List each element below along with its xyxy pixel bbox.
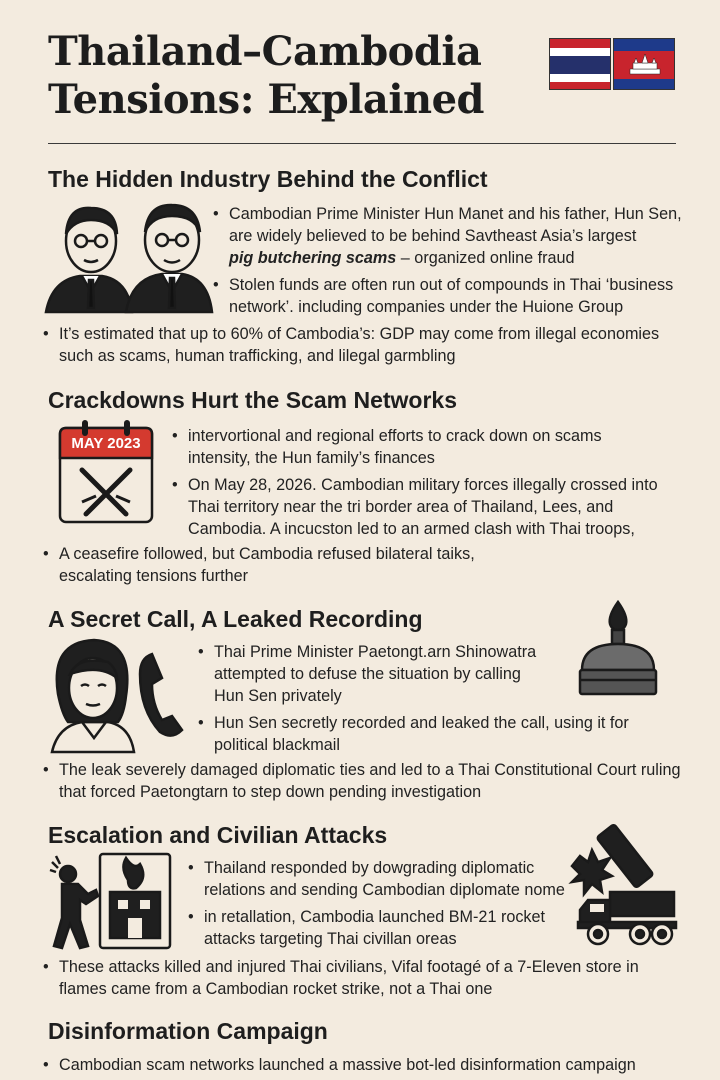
page-title [48,28,548,124]
rocket-launcher-truck-icon [566,822,678,948]
thailand-flag [549,38,611,90]
bullet-bot-campaign: • Cambodian scam networks launched a massive bot-led disinformation campaign [43,1056,636,1074]
bullet-civilian-casualties: • These attacks killed and injured Thai civilians, Vifal footagé of a 7-Eleven store in flames came from a Cambodian rocket strike, not a Thai one [43,958,639,998]
two-leaders-portrait-icon [44,196,214,312]
bullet-hun-manet: • Cambodian Prime Minister Hun Manet and his father, Hun Sen, are widely believed to be behind Savtheast Asia’s largest pig butchering scams – organized online fraud [213,205,682,267]
bullet-gdp-estimate: • It’s estimated that up to 60% of Cambodia’s: GDP may come from illegal economies such as scams, human trafficking, and lilegal garmbling [43,325,660,365]
bullet-may-28-incursion: • On May 28, 2026. Cambodian military forces illegally crossed into Thai territory near the tri border area of Thailand, Lees, and Cambodia. A incucston led to an armed clash with Thai troops, [172,476,658,538]
bullet-crackdown-efforts: • intervortional and regional efforts to crack down on scams intensity, the Hun family’s finances [172,427,602,467]
woman-phone-call-icon [48,634,188,752]
bullet-court-ruling: • The leak severely damaged diplomatic ties and led to a Thai Constitutional Court ruling that forced Paetongtarn to step down pending investigation [43,761,681,801]
bullet-ceasefire: • A ceasefire followed, but Cambodia refused bilateral taiks, escalating tensions further [43,545,475,585]
bullet-paetongtarn-call: • Thai Prime Minister Paetongt.arn Shinowatra attempted to defuse the situation by calling Hun Sen privately [198,643,537,705]
section-heading-hidden-industry: The Hidden Industry Behind the Conflict [48,166,488,192]
page-title-line-2: Tensions: Explained [48,76,485,123]
title-divider [48,143,676,144]
section-heading-secret-call: A Secret Call, A Leaked Recording [48,606,423,632]
section-heading-disinformation: Disinformation Campaign [48,1018,328,1044]
bullet-stolen-funds: • Stolen funds are often run out of compounds in Thai ‘business network’. including companies under the Huione Group [213,276,674,316]
recording-device-icon [578,600,658,700]
bullet-bm21-rockets: • in retallation, Cambodia launched BM-21 rocket attacks targeting Thai civillan oreas [188,908,546,948]
bullet-downgrading-relations: • Thailand responded by dowgrading diplomatic relations and sending Cambodian diplomate nome [188,859,565,899]
cambodia-flag-icon [614,39,675,90]
section-heading-crackdowns: Crackdowns Hurt the Scam Networks [48,387,458,413]
calendar-icon [58,420,154,524]
page-title-line-1: Thailand–Cambodia [48,28,482,75]
thailand-flag-icon [550,39,611,90]
calendar-label: MAY 2023 [71,435,141,452]
bullet-leaked-recording: • Hun Sen secretly recorded and leaked the call, using it for political blackmail [198,714,629,754]
section-heading-escalation: Escalation and Civilian Attacks [48,822,388,848]
cambodia-flag [613,38,675,90]
civilian-fire-attack-icon [48,850,172,950]
